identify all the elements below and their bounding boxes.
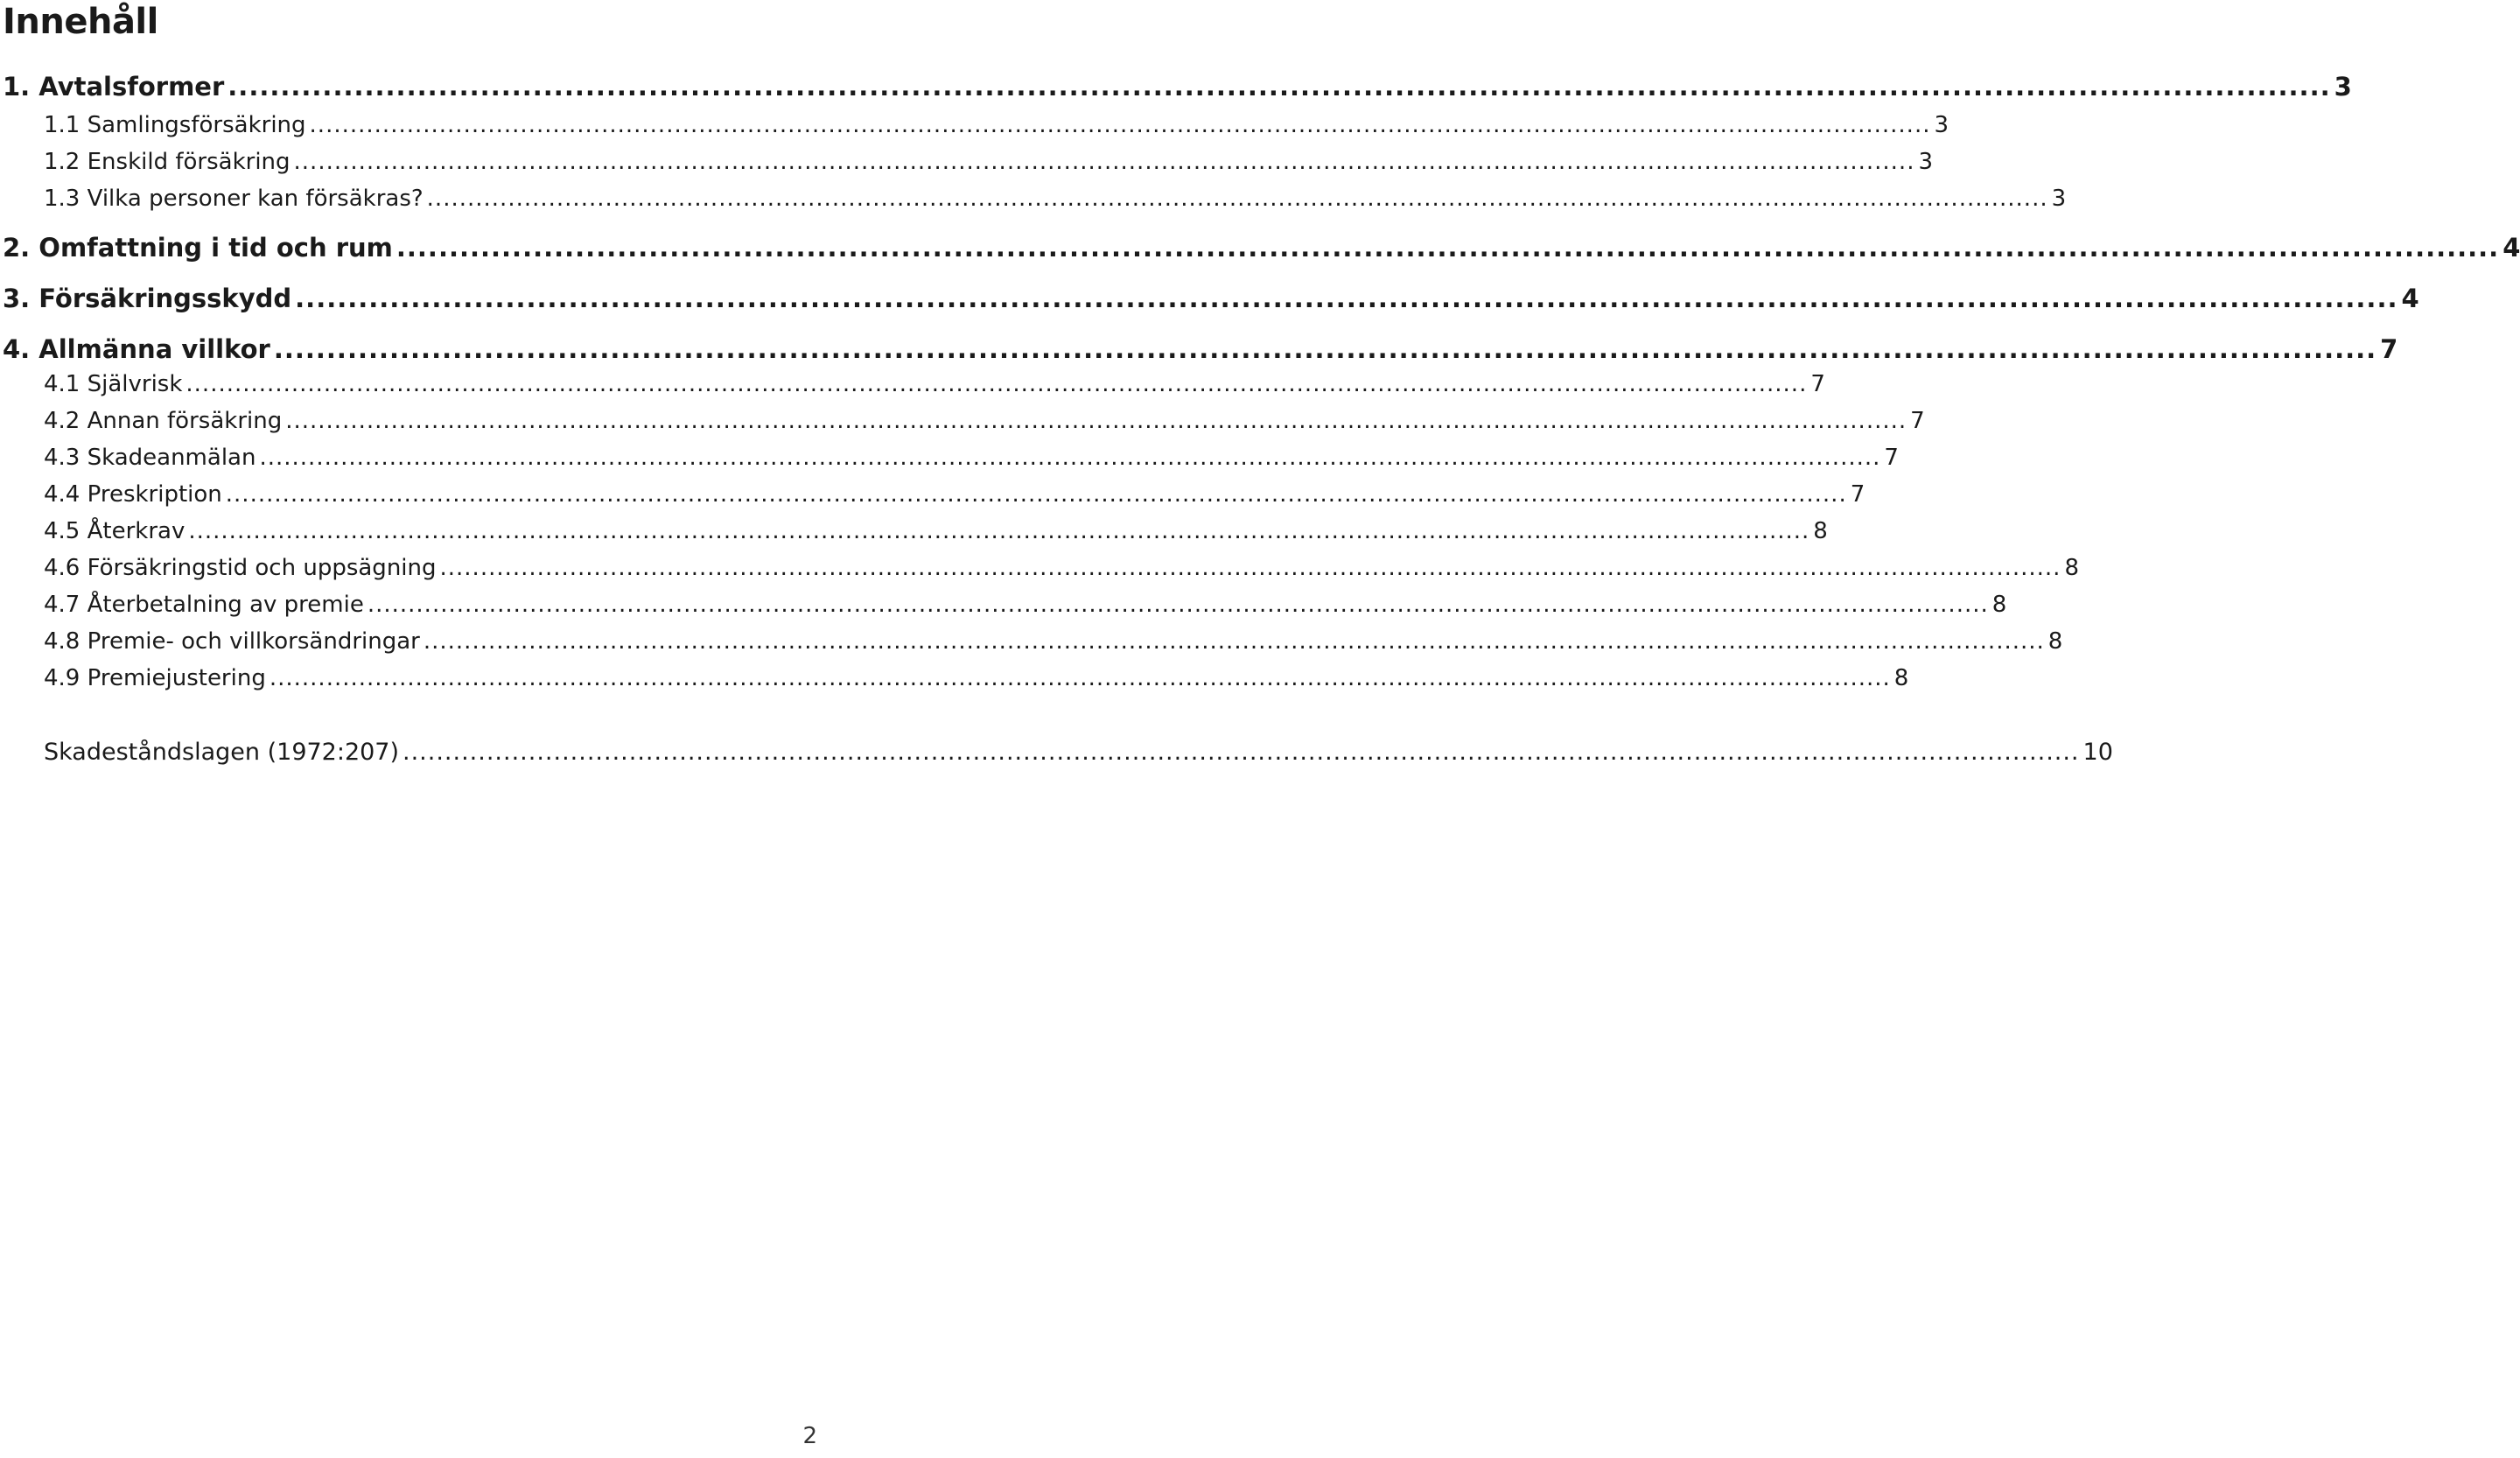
toc-entry-3[interactable] <box>3 284 2419 313</box>
toc-entry-4-2[interactable] <box>44 408 1925 434</box>
dot-leader: ........................................................................................................................................................................................................ <box>426 186 2048 212</box>
dot-leader: ........................................................................................................................................................................................................ <box>259 445 1881 471</box>
dot-leader: ........................................................................................................................................................................................................ <box>439 555 2062 581</box>
toc-entry-label: 4. Allmänna villkor <box>3 334 270 364</box>
toc-entry-2[interactable] <box>3 233 2520 263</box>
toc-entry-page: 8 <box>1992 592 2007 618</box>
dot-leader: ........................................................................................................................................................................................................ <box>225 481 1847 508</box>
toc-entry-4-4[interactable] <box>44 481 1866 508</box>
page-title: Innehåll <box>3 2 158 42</box>
toc-entry-page: 7 <box>2380 334 2398 364</box>
toc-entry-4-9[interactable] <box>44 665 1909 691</box>
toc-entry-label: 4.2 Annan försäkring <box>44 408 283 434</box>
toc-entry-label: 1.1 Samlingsförsäkring <box>44 112 306 138</box>
toc-entry-label: 4.8 Premie- och villkorsändringar <box>44 628 420 655</box>
dot-leader: ........................................................................................................................................................................................................ <box>295 284 2398 313</box>
toc-entry-label: 4.1 Självrisk <box>44 371 183 397</box>
dot-leader: ........................................................................................................................................................................................................ <box>293 149 1915 175</box>
toc-entry-page: 8 <box>2064 555 2079 581</box>
toc-entry-page: 3 <box>2051 186 2067 212</box>
dot-leader: ........................................................................................................................................................................................................ <box>188 518 1810 544</box>
toc-entry-label: 4.6 Försäkringstid och uppsägning <box>44 555 437 581</box>
toc-entry-page: 7 <box>1850 481 1866 508</box>
toc-entry-4-5[interactable] <box>44 518 1828 544</box>
toc-entry-1-3[interactable] <box>44 186 2067 212</box>
toc-entry-label: 3. Försäkringsskydd <box>3 284 292 313</box>
toc-entry-4-8[interactable] <box>44 628 2063 655</box>
toc-entry-4-1[interactable] <box>44 371 1825 397</box>
toc-entry-label: 1.3 Vilka personer kan försäkras? <box>44 186 424 212</box>
toc-entry-page: 3 <box>1918 149 1934 175</box>
page-number: 2 <box>802 1423 817 1449</box>
dot-leader: ........................................................................................................................................................................................................ <box>269 665 1891 691</box>
toc-entry-page: 8 <box>2048 628 2063 655</box>
toc-entry-page: 8 <box>1894 665 1909 691</box>
toc-entry-page: 7 <box>1884 445 1899 471</box>
toc-entry-page: 3 <box>1934 112 1950 138</box>
toc-entry-4-3[interactable] <box>44 445 1899 471</box>
dot-leader: ........................................................................................................................................................................................................ <box>367 592 1989 618</box>
dot-leader: ........................................................................................................................................................................................................ <box>423 628 2045 655</box>
toc-entry-label: 1. Avtalsformer <box>3 72 225 102</box>
toc-entry-label: 1.2 Enskild försäkring <box>44 149 290 175</box>
toc-entry-label: 4.3 Skadeanmälan <box>44 445 256 471</box>
toc-entry-page: 7 <box>1910 408 1925 434</box>
toc-entry-1-2[interactable] <box>44 149 1934 175</box>
toc-entry-page: 3 <box>2334 72 2352 102</box>
toc-entry-label: 4.9 Premiejustering <box>44 665 266 691</box>
dot-leader: ........................................................................................................................................................................................................ <box>396 233 2500 263</box>
dot-leader: ........................................................................................................................................................................................................ <box>402 739 2080 766</box>
toc-entry-label: 4.5 Återkrav <box>44 518 186 544</box>
toc-entry-page: 4 <box>2401 284 2419 313</box>
toc-entry-page: 7 <box>1810 371 1825 397</box>
toc-entry-page: 4 <box>2502 233 2520 263</box>
toc-entry-page: 10 <box>2082 739 2113 766</box>
toc-entry-label: 2. Omfattning i tid och rum <box>3 233 393 263</box>
dot-leader: ........................................................................................................................................................................................................ <box>309 112 1931 138</box>
toc-entry-page: 8 <box>1813 518 1828 544</box>
toc-entry-label: 4.4 Preskription <box>44 481 222 508</box>
toc-entry-4-6[interactable] <box>44 555 2079 581</box>
dot-leader: ........................................................................................................................................................................................................ <box>228 72 2331 102</box>
dot-leader: ........................................................................................................................................................................................................ <box>273 334 2377 364</box>
toc-entry-1[interactable] <box>3 72 2352 102</box>
toc-entry-label: Skadeståndslagen (1972:207) <box>44 739 400 766</box>
dot-leader: ........................................................................................................................................................................................................ <box>285 408 1908 434</box>
toc-entry-4[interactable] <box>3 334 2398 364</box>
toc-entry-skadestandslagen[interactable] <box>44 739 2113 766</box>
toc-entry-1-1[interactable] <box>44 112 1950 138</box>
toc-entry-4-7[interactable] <box>44 592 2007 618</box>
dot-leader: ........................................................................................................................................................................................................ <box>186 371 1808 397</box>
toc-entry-label: 4.7 Återbetalning av premie <box>44 592 364 618</box>
